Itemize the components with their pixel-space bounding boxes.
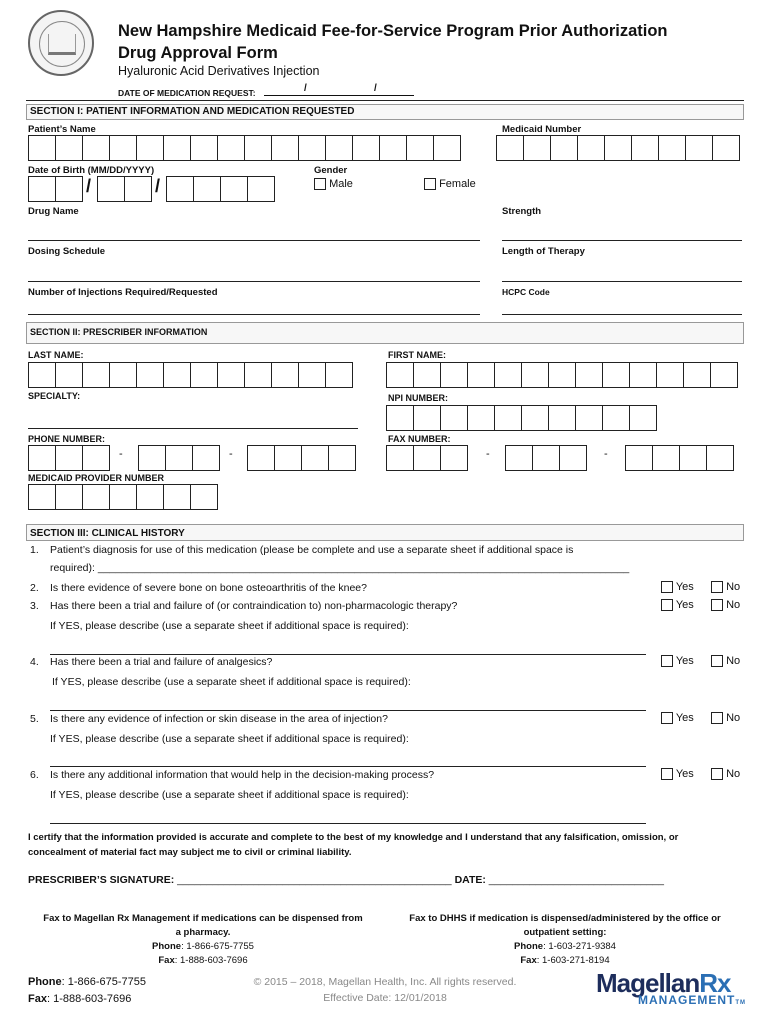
q4-no-option[interactable] bbox=[711, 655, 740, 667]
state-seal bbox=[28, 10, 94, 76]
q4-yes-checkbox[interactable] bbox=[661, 655, 673, 667]
phone-number-label: PHONE NUMBER: bbox=[28, 434, 106, 444]
q3-text: Has there been a trial and failure of (or contraindication to) non-pharmacologic therapy? bbox=[50, 600, 458, 612]
q3-no-option[interactable] bbox=[711, 599, 740, 611]
fax-prefix-boxes[interactable] bbox=[505, 445, 586, 471]
footer-contact bbox=[28, 974, 146, 1008]
effective-date: Effective Date: 12/01/2018 bbox=[323, 992, 447, 1004]
dob-year-boxes[interactable] bbox=[166, 176, 274, 202]
fax-magellan-line1: Fax to Magellan Rx Management if medications can be dispensed from bbox=[43, 913, 363, 924]
q5-no-checkbox[interactable] bbox=[711, 712, 723, 724]
q5-yes-label: Yes bbox=[675, 712, 694, 724]
footer-fax: Fax: 1-888-603-7696 bbox=[28, 993, 132, 1005]
q6-if-yes: If YES, please describe (use a separate sheet if additional space is required): bbox=[50, 789, 409, 801]
q4-if-yes: If YES, please describe (use a separate sheet if additional space is required): bbox=[52, 676, 411, 688]
q4-yes-option[interactable] bbox=[661, 655, 694, 667]
medicaid-provider-boxes[interactable] bbox=[28, 484, 217, 510]
specialty-label: SPECIALTY: bbox=[28, 391, 81, 401]
date-of-request-field[interactable]: / / bbox=[264, 86, 414, 96]
hcpc-code-field[interactable] bbox=[502, 314, 742, 315]
signature-date-label: DATE: bbox=[454, 874, 486, 886]
fax-magellan-info bbox=[28, 912, 378, 968]
dosing-schedule-field[interactable] bbox=[28, 281, 480, 282]
phone-dash-1: - bbox=[119, 448, 123, 460]
fax-dhhs-line1: Fax to DHHS if medication is dispensed/administered by the office or bbox=[409, 913, 721, 924]
certification-statement: I certify that the information provided is accurate and complete to the best of my knowledge and I understand that any falsification, omission, or concealment of material fact may subject me to civil or criminal liability. bbox=[28, 832, 679, 858]
last-name-boxes[interactable] bbox=[28, 362, 352, 388]
medicaid-number-boxes[interactable] bbox=[496, 135, 739, 161]
q3-description-field[interactable] bbox=[50, 654, 646, 655]
q2-yes-option[interactable] bbox=[661, 581, 694, 593]
section-3-header: SECTION III: CLINICAL HISTORY bbox=[26, 524, 744, 541]
last-name-label: LAST NAME: bbox=[28, 350, 84, 360]
q5-if-yes: If YES, please describe (use a separate sheet if additional space is required): bbox=[50, 733, 409, 745]
q2-no-option[interactable] bbox=[711, 581, 740, 593]
prescriber-signature-field[interactable]: _______________________________________________ bbox=[177, 874, 452, 886]
q6-number: 6. bbox=[30, 769, 39, 781]
q6-text: Is there any additional information that would help in the decision-making process? bbox=[50, 769, 435, 781]
gender-female-option[interactable] bbox=[424, 178, 476, 190]
npi-number-label: NPI NUMBER: bbox=[388, 393, 448, 403]
q4-number: 4. bbox=[30, 656, 39, 668]
female-checkbox[interactable] bbox=[424, 178, 436, 190]
q2-yes-checkbox[interactable] bbox=[661, 581, 673, 593]
seal-ship-icon bbox=[48, 34, 76, 55]
q2-no-checkbox[interactable] bbox=[711, 581, 723, 593]
form-subtitle: Hyaluronic Acid Derivatives Injection bbox=[118, 64, 320, 78]
q4-no-label: No bbox=[726, 655, 741, 667]
q3-yes-checkbox[interactable] bbox=[661, 599, 673, 611]
gender-male-option[interactable] bbox=[314, 178, 353, 190]
q1-number: 1. bbox=[30, 544, 39, 556]
length-of-therapy-field[interactable] bbox=[502, 281, 742, 282]
fax-dash-1: - bbox=[486, 448, 490, 460]
q6-no-option[interactable] bbox=[711, 768, 740, 780]
logo-rx-text: Rx bbox=[699, 968, 731, 998]
q4-description-field[interactable] bbox=[50, 710, 646, 711]
q6-yes-checkbox[interactable] bbox=[661, 768, 673, 780]
length-of-therapy-label: Length of Therapy bbox=[502, 246, 585, 257]
male-label: Male bbox=[329, 178, 353, 190]
phone-line-boxes[interactable] bbox=[247, 445, 355, 471]
female-label: Female bbox=[439, 178, 476, 190]
fax-magellan-line2: a pharmacy. bbox=[175, 927, 231, 938]
q3-no-label: No bbox=[726, 599, 741, 611]
logo-tm: TM bbox=[735, 1000, 746, 1006]
q6-no-checkbox[interactable] bbox=[711, 768, 723, 780]
prescriber-signature-label: PRESCRIBER’S SIGNATURE: bbox=[28, 874, 175, 886]
dob-month-boxes[interactable] bbox=[28, 176, 82, 202]
q5-yes-option[interactable] bbox=[661, 712, 694, 724]
q2-yes-label: Yes bbox=[675, 581, 694, 593]
fax-dhhs-line2: outpatient setting: bbox=[523, 927, 607, 938]
injections-label: Number of Injections Required/Requested bbox=[28, 287, 218, 298]
dosing-schedule-label: Dosing Schedule bbox=[28, 246, 106, 257]
hcpc-code-label: HCPC Code bbox=[502, 287, 550, 297]
footer-phone: Phone: 1-866-675-7755 bbox=[28, 976, 147, 988]
title-line-2: Drug Approval Form bbox=[118, 44, 278, 62]
fax-dash-2: - bbox=[604, 448, 608, 460]
injections-field[interactable] bbox=[28, 314, 480, 315]
date-of-request-label: DATE OF MEDICATION REQUEST: bbox=[118, 88, 256, 98]
q5-no-option[interactable] bbox=[711, 712, 740, 724]
q4-no-checkbox[interactable] bbox=[711, 655, 723, 667]
date-of-request bbox=[118, 83, 414, 98]
q6-yes-option[interactable] bbox=[661, 768, 694, 780]
q1-required-line[interactable]: required): ___________________________________________________________________________________________ bbox=[50, 562, 630, 574]
magellan-rx-logo bbox=[596, 968, 756, 1007]
fax-dhhs-phone: Phone: 1-603-271-9384 bbox=[514, 941, 616, 952]
logo-management-text: MANAGEMENT bbox=[638, 993, 736, 1007]
q6-no-label: No bbox=[726, 768, 741, 780]
section-1-header: SECTION I: PATIENT INFORMATION AND MEDICATION REQUESTED bbox=[26, 104, 744, 120]
q2-text: Is there evidence of severe bone on bone osteoarthritis of the knee? bbox=[50, 582, 367, 594]
signature-date-field[interactable]: ______________________________ bbox=[488, 874, 664, 886]
first-name-boxes[interactable] bbox=[386, 362, 737, 388]
q5-text: Is there any evidence of infection or skin disease in the area of injection? bbox=[50, 713, 388, 725]
header-divider bbox=[26, 100, 744, 101]
dob-slash-2: / bbox=[155, 176, 161, 196]
section-2-header: SECTION II: PRESCRIBER INFORMATION bbox=[26, 322, 744, 344]
q5-number: 5. bbox=[30, 713, 39, 725]
fax-area-boxes[interactable] bbox=[386, 445, 467, 471]
q3-yes-option[interactable] bbox=[661, 599, 694, 611]
q2-no-label: No bbox=[726, 581, 741, 593]
patient-name-boxes[interactable] bbox=[28, 135, 460, 161]
fax-magellan-fax: Fax: 1-888-603-7696 bbox=[158, 955, 248, 966]
phone-area-boxes[interactable] bbox=[28, 445, 109, 471]
copyright-text: © 2015 – 2018, Magellan Health, Inc. All rights reserved. bbox=[253, 976, 517, 988]
first-name-label: FIRST NAME: bbox=[388, 350, 446, 360]
q1-text: Patient’s diagnosis for use of this medication (please be complete and use a separate sheet if additional space is bbox=[50, 544, 574, 556]
q3-yes-label: Yes bbox=[675, 599, 694, 611]
fax-magellan-phone: Phone: 1-866-675-7755 bbox=[152, 941, 254, 952]
q3-no-checkbox[interactable] bbox=[711, 599, 723, 611]
phone-prefix-boxes[interactable] bbox=[138, 445, 219, 471]
strength-field[interactable] bbox=[502, 240, 742, 241]
fax-number-label: FAX NUMBER: bbox=[388, 434, 451, 444]
q5-no-label: No bbox=[726, 712, 741, 724]
drug-name-field[interactable] bbox=[28, 240, 480, 241]
signature-row bbox=[28, 874, 664, 886]
q5-yes-checkbox[interactable] bbox=[661, 712, 673, 724]
q6-description-field[interactable] bbox=[50, 823, 646, 824]
title-line-1: New Hampshire Medicaid Fee-for-Service Program Prior Authorization bbox=[118, 22, 668, 40]
q6-yes-label: Yes bbox=[675, 768, 694, 780]
patient-name-label: Patient’s Name bbox=[28, 124, 96, 135]
gender-label: Gender bbox=[314, 165, 348, 176]
fax-dhhs-info bbox=[390, 912, 740, 968]
male-checkbox[interactable] bbox=[314, 178, 326, 190]
dob-slash-1: / bbox=[86, 176, 92, 196]
medicaid-provider-label: MEDICAID PROVIDER NUMBER bbox=[28, 473, 165, 483]
logo-magellan-text: Magellan bbox=[596, 968, 700, 998]
q4-yes-label: Yes bbox=[675, 655, 694, 667]
specialty-field[interactable] bbox=[28, 428, 358, 429]
q3-if-yes: If YES, please describe (use a separate sheet if additional space is required): bbox=[50, 620, 409, 632]
fax-line-boxes[interactable] bbox=[625, 445, 733, 471]
medicaid-number-label: Medicaid Number bbox=[502, 124, 582, 135]
form-title bbox=[118, 20, 678, 64]
footer-copyright bbox=[210, 974, 560, 1006]
q4-text: Has there been a trial and failure of analgesics? bbox=[50, 656, 273, 668]
dob-label: Date of Birth (MM/DD/YYYY) bbox=[28, 165, 155, 176]
dob-day-boxes[interactable] bbox=[97, 176, 151, 202]
strength-label: Strength bbox=[502, 206, 542, 217]
phone-dash-2: - bbox=[229, 448, 233, 460]
fax-dhhs-fax: Fax: 1-603-271-8194 bbox=[520, 955, 610, 966]
drug-name-label: Drug Name bbox=[28, 206, 79, 217]
q5-description-field[interactable] bbox=[50, 766, 646, 767]
npi-number-boxes[interactable] bbox=[386, 405, 656, 431]
q2-number: 2. bbox=[30, 582, 39, 594]
q3-number: 3. bbox=[30, 600, 39, 612]
